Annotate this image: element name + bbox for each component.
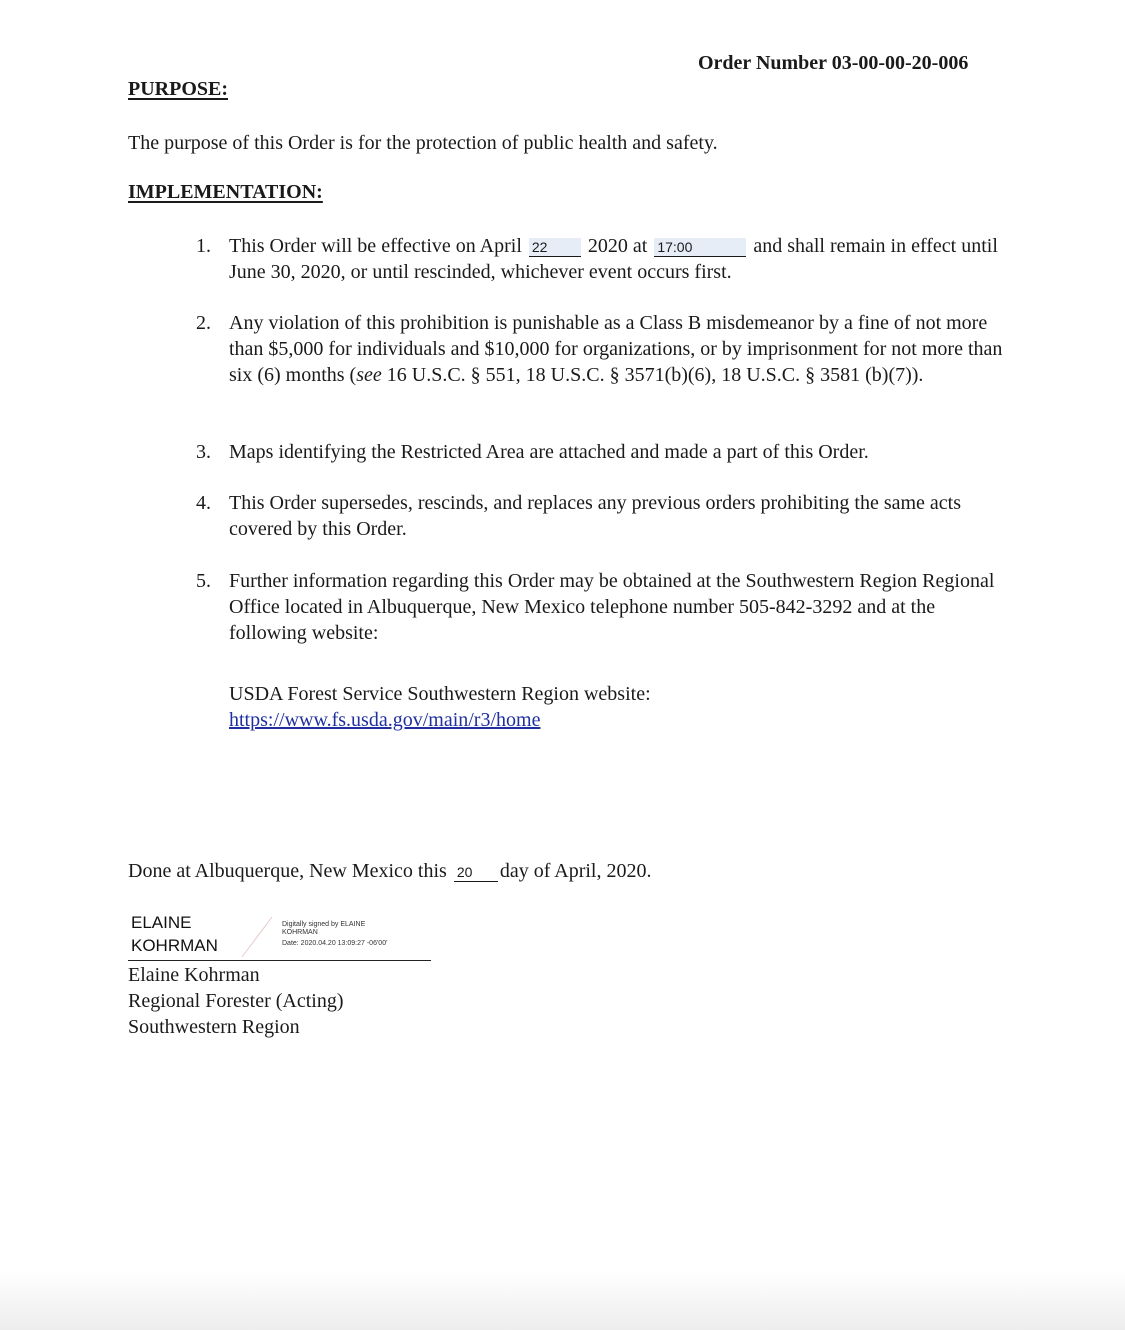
list-number: 1. <box>196 235 211 257</box>
list-item <box>196 439 1006 465</box>
website-label: USDA Forest Service Southwestern Region website: <box>229 683 651 705</box>
effective-day-field[interactable]: 22 <box>529 238 581 257</box>
item-text: and shall remain in effect until June 30, 2020, or until rescinded, whichever event occurs first. <box>229 235 998 283</box>
signature-name-line2: KOHRMAN <box>131 936 218 955</box>
done-text: Done at Albuquerque, New Mexico this <box>128 860 447 882</box>
item-text: This Order will be effective on April <box>229 235 522 257</box>
done-text: day of April, 2020. <box>499 860 652 882</box>
page-bottom-shadow <box>0 1270 1125 1330</box>
list-item <box>196 568 1006 646</box>
list-number: 5. <box>196 570 211 592</box>
digital-signature-date: Date: 2020.04.20 13:09:27 -06'00' <box>282 940 388 947</box>
list-item <box>196 490 1006 542</box>
list-number: 4. <box>196 492 211 514</box>
digital-signature-line: Digitally signed by ELAINE <box>282 921 366 928</box>
item-text: Further information regarding this Order may be obtained at the Southwestern Region Regional Office located in Albuquerque, New Mexico telephone number 505-842-3292 and at the following website: <box>229 570 995 644</box>
item-text: 2020 at <box>587 235 648 257</box>
website-link[interactable]: https://www.fs.usda.gov/main/r3/home <box>229 709 541 731</box>
see-emphasis: see <box>356 364 382 386</box>
effective-time-field[interactable]: 17:00 <box>654 238 746 257</box>
list-item <box>196 310 1006 388</box>
purpose-text: The purpose of this Order is for the protection of public health and safety. <box>128 132 718 154</box>
signature-name-line1: ELAINE <box>131 913 192 932</box>
signature-line <box>128 960 431 961</box>
list-number: 2. <box>196 312 211 334</box>
signer-name: Elaine Kohrman <box>128 964 260 986</box>
done-day-field[interactable]: 20 <box>454 863 498 882</box>
item-text: 16 U.S.C. § 551, 18 U.S.C. § 3571(b)(6), 18 U.S.C. § 3581 (b)(7)). <box>381 364 924 386</box>
item-text: This Order supersedes, rescinds, and replaces any previous orders prohibiting the same acts covered by this Order. <box>229 492 962 540</box>
purpose-heading: PURPOSE: <box>128 78 228 100</box>
implementation-heading: IMPLEMENTATION: <box>128 181 323 203</box>
done-line <box>128 858 651 884</box>
list-item <box>196 233 1006 285</box>
list-number: 3. <box>196 441 211 463</box>
digital-signature-line: KOHRMAN <box>282 929 318 936</box>
signer-region: Southwestern Region <box>128 1016 300 1038</box>
order-number: Order Number 03-00-00-20-006 <box>698 52 969 74</box>
signature-stroke <box>236 914 278 960</box>
item-text: Any violation of this prohibition is punishable as a Class B misdemeanor by a fine of not more than $5,000 for individuals and $10,000 for organizations, or by imprisonment for not more than six (6) months ( <box>229 312 1003 386</box>
item-text: Maps identifying the Restricted Area are attached and made a part of this Order. <box>229 441 869 463</box>
signer-title: Regional Forester (Acting) <box>128 990 344 1012</box>
